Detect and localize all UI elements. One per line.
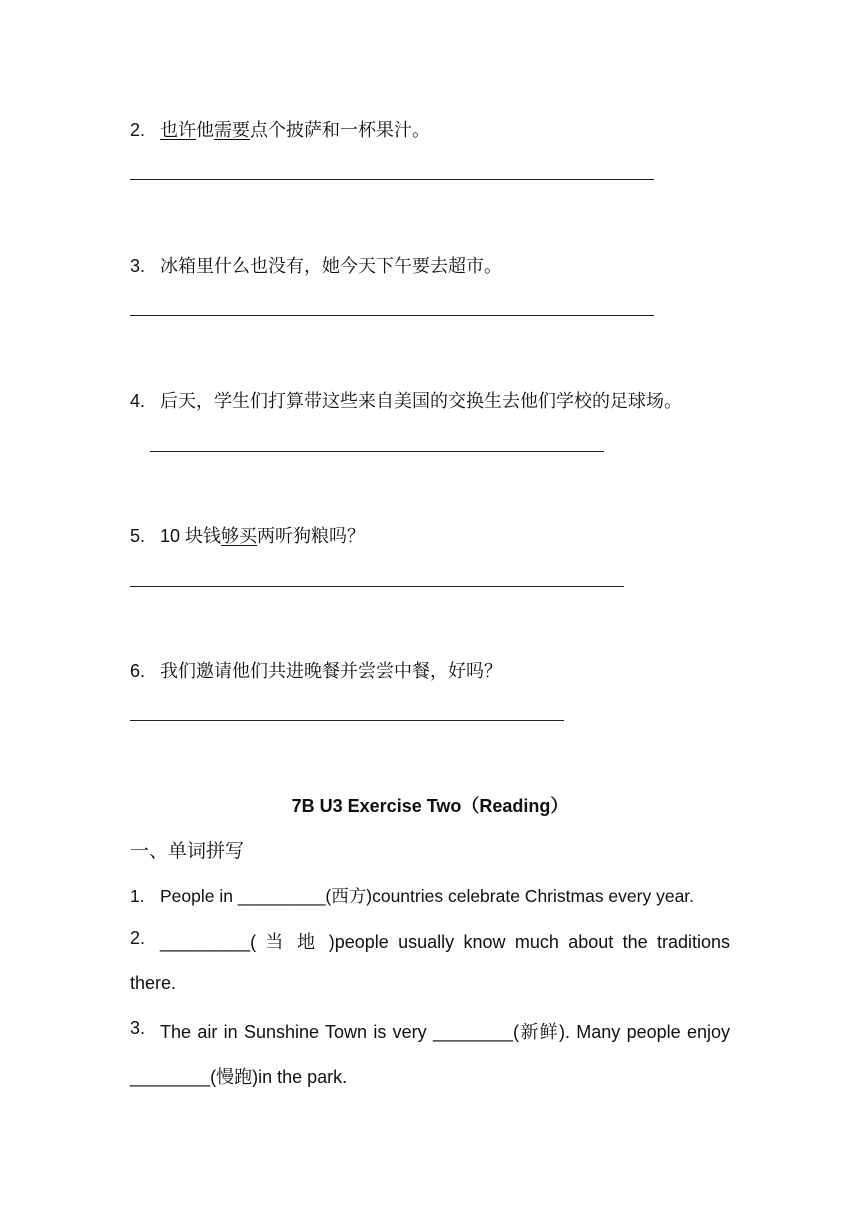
- spelling-question-2-line2: there.: [130, 973, 177, 993]
- answer-line[interactable]: [130, 315, 654, 316]
- spelling-question-2-line1: [160, 928, 730, 954]
- spelling-question-2-number: [130, 928, 160, 949]
- spelling-question-1: [130, 883, 694, 908]
- question-text: _________( 当 地 )people usually know much about the traditions: [160, 932, 730, 952]
- spelling-question-3-number: [130, 1018, 160, 1039]
- item-text-part: 我们邀请他们共进晚餐并尝尝中餐，好吗？: [160, 661, 502, 681]
- question-number: 3.: [130, 1018, 146, 1038]
- translation-item-4: [130, 387, 682, 413]
- spelling-question-3-line1: [160, 1018, 730, 1044]
- translation-item-2: [130, 116, 430, 142]
- answer-line[interactable]: [150, 451, 604, 452]
- question-text: The air in Sunshine Town is very ________(新鲜). Many people enjoy: [160, 1022, 730, 1042]
- answer-line[interactable]: [130, 720, 564, 721]
- item-text-part: 需要: [214, 120, 250, 140]
- section-heading: 一、单词拼写: [130, 841, 245, 862]
- item-text-part: 冰箱里什么也没有，她今天下午要去超市。: [160, 256, 502, 276]
- translation-item-3: [130, 252, 502, 278]
- item-text-part: 后天，学生们打算带这些来自美国的交换生去他们学校的足球场。: [160, 391, 682, 411]
- item-number: 5.: [130, 526, 146, 546]
- question-text: People in _________(西方)countries celebrate Christmas every year.: [160, 886, 695, 906]
- translation-item-6: [130, 657, 502, 683]
- item-number: 3.: [130, 256, 146, 276]
- answer-line[interactable]: [130, 179, 654, 180]
- item-text-part: 10 块钱: [160, 526, 222, 546]
- answer-line[interactable]: [130, 586, 624, 587]
- question-number: 1.: [130, 886, 145, 906]
- item-number: 4.: [130, 391, 146, 411]
- item-text-part: 两听狗粮吗？: [257, 526, 366, 546]
- item-text-part: 他: [196, 120, 214, 140]
- item-number: 2.: [130, 120, 146, 140]
- translation-item-5: [130, 522, 365, 548]
- spelling-question-3-line2: ________(慢跑)in the park.: [130, 1067, 348, 1087]
- item-number: 6.: [130, 661, 146, 681]
- exercise-title: 7B U3 Exercise Two（Reading）: [291, 796, 569, 816]
- item-text-part: 够买: [221, 526, 258, 546]
- item-text-part: 也许: [160, 120, 196, 140]
- item-text-part: 点个披萨和一杯果汁。: [250, 120, 430, 140]
- question-number: 2.: [130, 928, 146, 948]
